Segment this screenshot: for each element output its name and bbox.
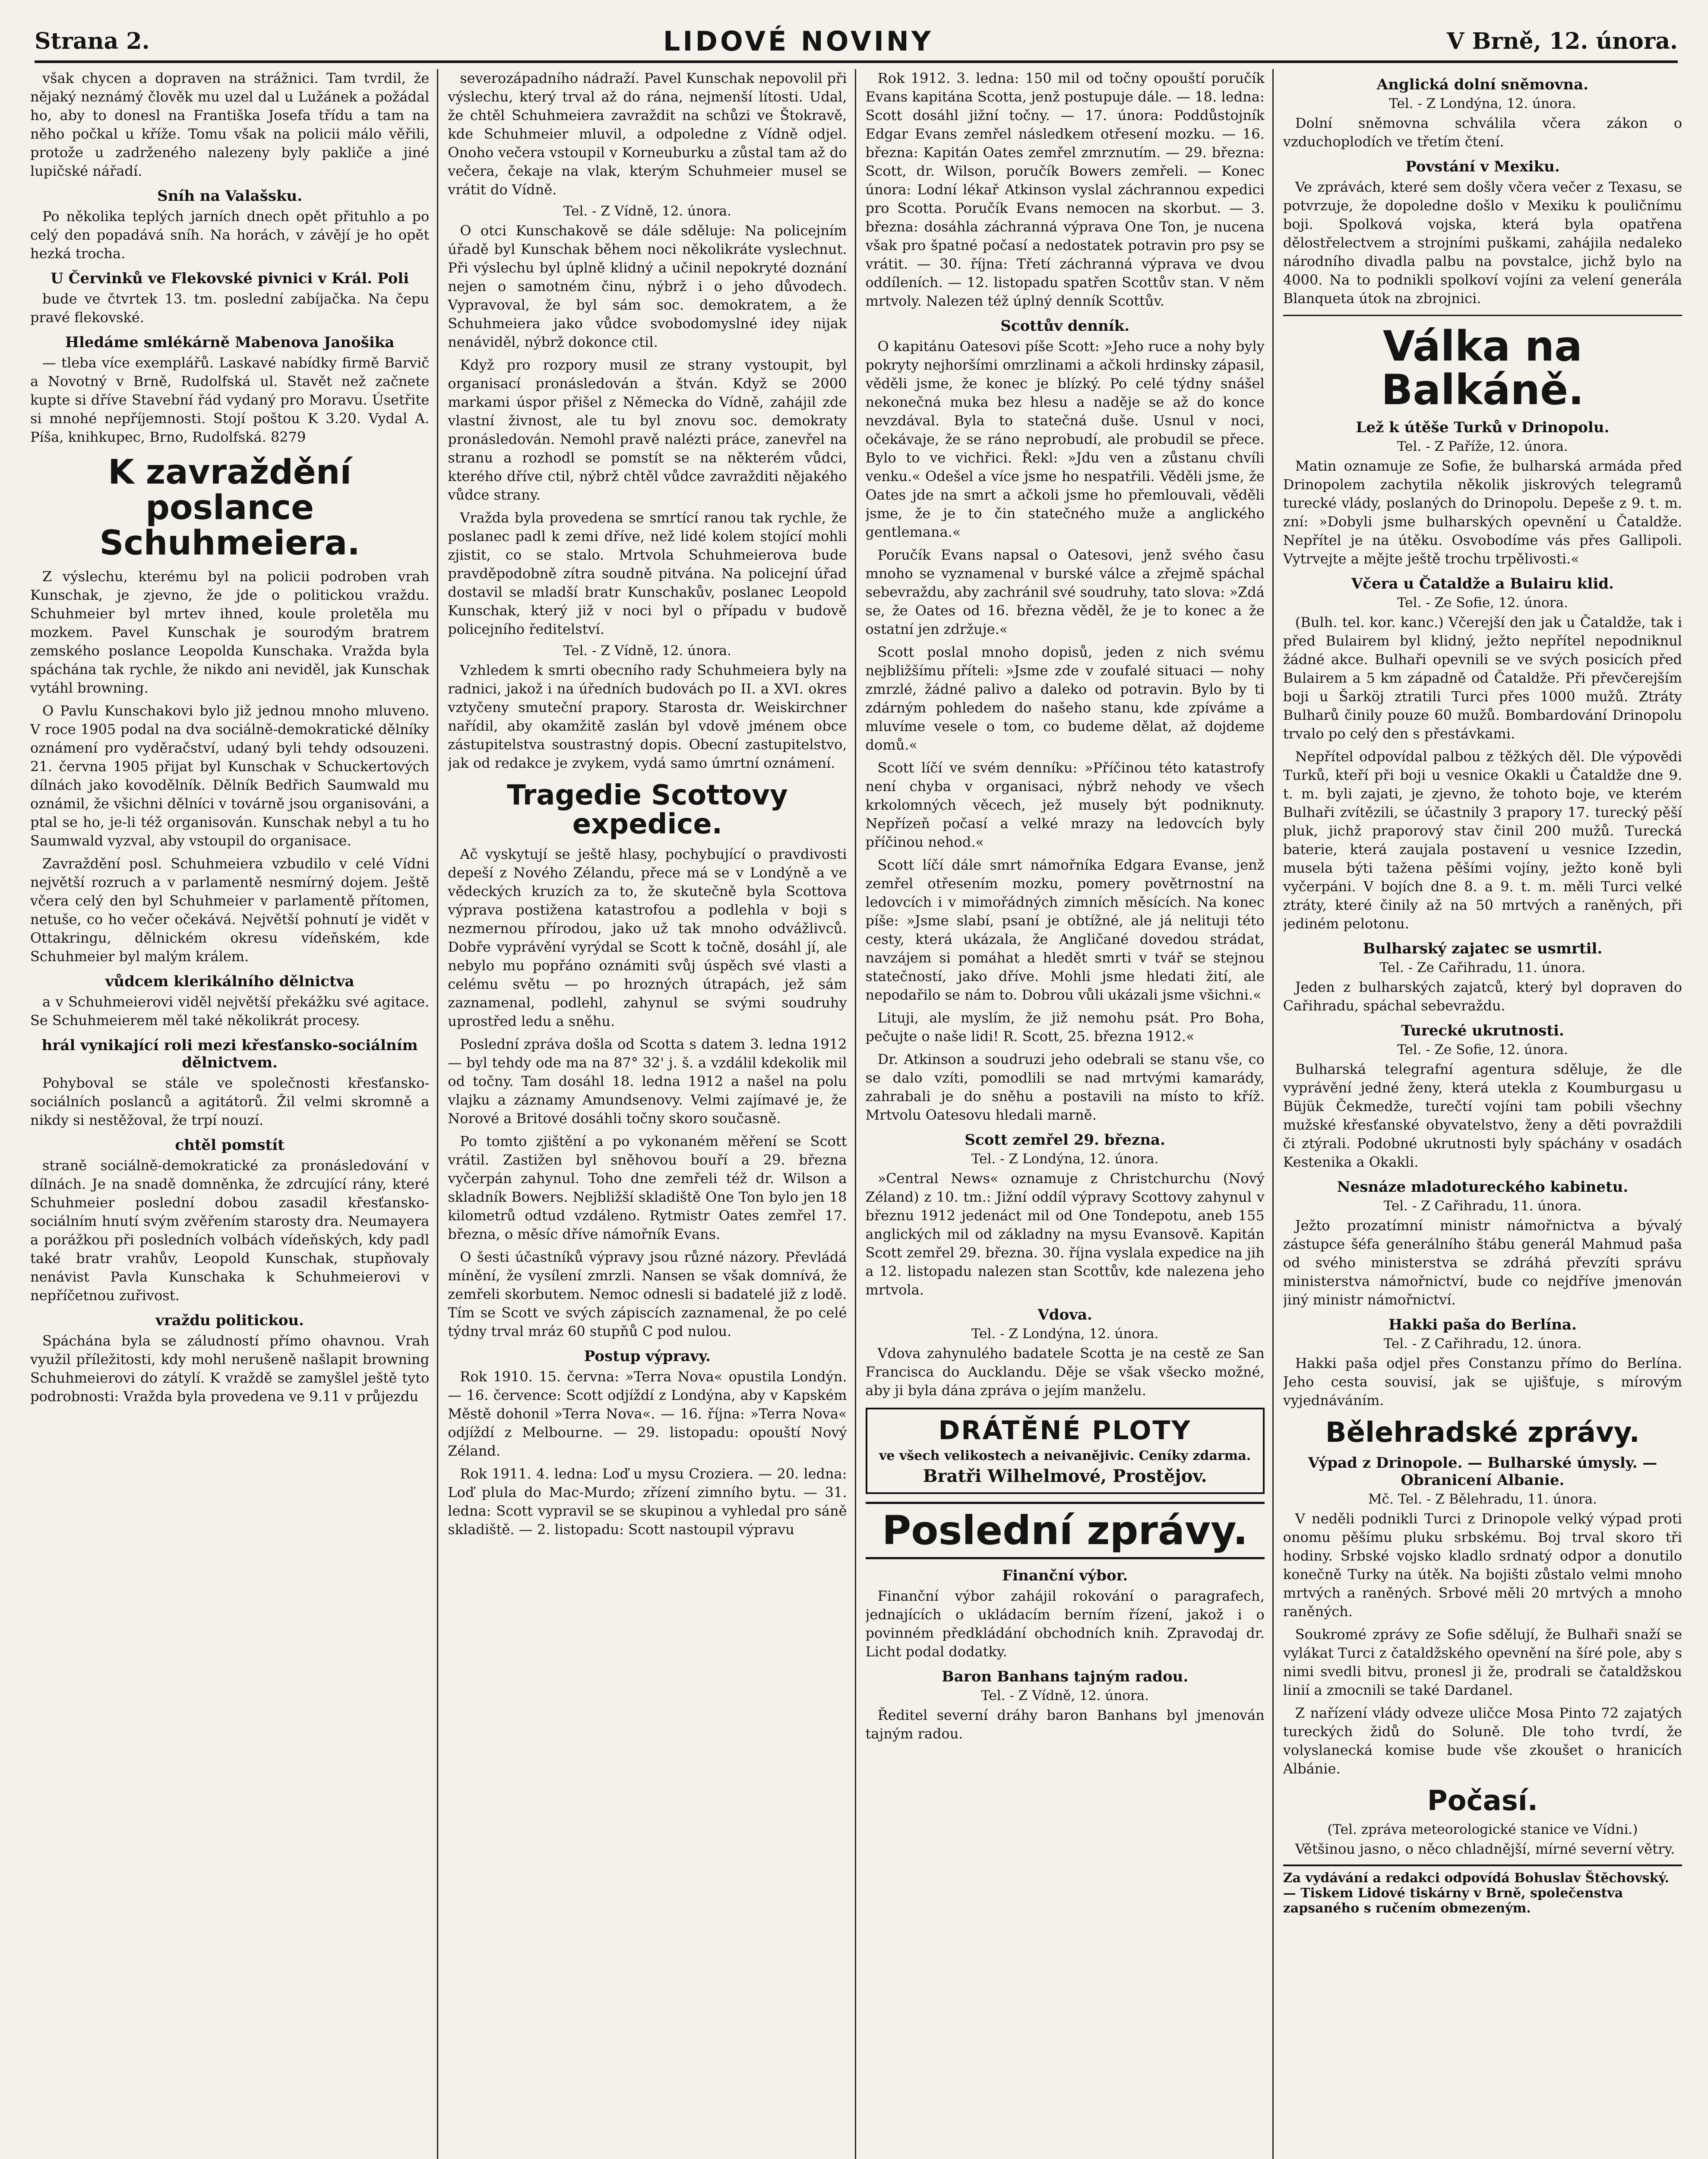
article-paragraph: Bulharská telegrafní agentura sděluje, že dle vyprávění jedné ženy, která utekla z Koumburgasu u Büjük Čekmedže, turečtí vojíni tam pobili všechny mužské křesťanské obyvatelstvo, ženy a děti povraždili či ztýrali. Podobné ukrutnosti byly spáchány v osadách Kestenika a Okakli. bbox=[1283, 1061, 1682, 1170]
headline-balkan-war: Válka na Balkáně. bbox=[1381, 322, 1584, 414]
news-heading: Vdova. bbox=[1037, 1306, 1092, 1323]
article-paragraph: Dr. Atkinson a soudruzi jeho odebrali se stanu vše, co se dalo vzíti, pomodlili se nad mrtvými kamarády, zahrabali je do sněhu a postavili na místo to kříž. Mrtvolu Oatesovu hledali marně. bbox=[865, 1051, 1265, 1123]
article-paragraph: O Pavlu Kunschakovi bylo již jednou mnoho mluveno. V roce 1905 podal na dva sociálně-demokratické dělníky oznámení pro vyděračství, udaný byli tehdy odsouzeni. 21. června 1905 přijat byl Kunschak v Schuckertových dílnách jako kovodělník. Dělník Bedřich Saumwald mu oznámil, že všichni dělníci v továrně jsou organisováni, a ptal se ho, je-li též organisován. Kunschak nebyl a tu ho Saumwald vyzval, aby vstoupil do organisace. bbox=[30, 702, 430, 849]
article-paragraph: Z výslechu, kterému byl na policii podroben vrah Kunschak, je zjevno, že jde o politickou vraždu. Schuhmeier byl mrtev ihned, koule proletěla mu mozkem. Pavel Kunschak je sourodým bratrem zemského poslance Leopolda Kunschaka. Vražda byla spáchána tak rychle, že nikdo ani neviděl, jak Kunschak vytáhl browning. bbox=[30, 568, 430, 696]
news-heading: Lež k útěše Turků v Drinopolu. bbox=[1356, 418, 1610, 436]
headline-belgrade: Bělehradské zprávy. bbox=[1325, 1416, 1640, 1449]
subheading: Postup výpravy. bbox=[584, 1348, 711, 1365]
column-3 bbox=[866, 69, 1274, 2159]
article-paragraph: bude ve čtvrtek 13. tm. poslední zabíjačka. Na čepu pravé flekovské. bbox=[30, 291, 430, 326]
news-heading: Hakki paša do Berlína. bbox=[1388, 1316, 1577, 1333]
article-paragraph: Z nařízení vlády odveze uličce Mosa Pinto 72 zajatých tureckých židů do Soluně. Dle toho tvrdí, že volyslanecká komise bude vše zkoušet o hranicích Albánie. bbox=[1283, 1704, 1682, 1777]
article-paragraph: Vdova zahynulého badatele Scotta je na cestě ze San Francisca do Aucklandu. Děje se však všecko možné, aby ji byla dána zpráva o jejím manželu. bbox=[865, 1345, 1265, 1399]
article-paragraph: Když pro rozpory musil ze strany vystoupit, byl organisací pronásledován a štván. Když se 2000 markami úspor přišel z Německa do Vídně, zahájil zde vlastní živnost, ale tu byl znovu soc. demokraty pronásledován. Nemohl pravě nalézti práce, zanevřel na stranu a rozhodl se pomstít se na některém vůdci, kterého dříve ctil, nýbrž chtěl vůdce zavražditi nějakého vůdce strany. bbox=[448, 357, 847, 503]
article-paragraph: Scott líčí ve svém denníku: »Příčinou této katastrofy není chyba v organisaci, nýbrž nehody ve všech krkolomných věcech, jež musely být podniknuty. Nepřízeň počasí a velké mrazy na ledovcích byly příčinou nehod.« bbox=[865, 760, 1265, 850]
dateline: Tel. - Ze Cařihradu, 11. února. bbox=[1379, 959, 1586, 975]
news-heading: Nesnáze mladotureckého kabinetu. bbox=[1337, 1178, 1629, 1196]
page-header bbox=[35, 22, 1678, 63]
headline-latest-news: Poslední zprávy. bbox=[866, 1502, 1265, 1559]
weather-forecast: Většinou jasno, o něco chladnější, mírné severní větry. bbox=[1295, 1840, 1675, 1857]
article-paragraph: Poručík Evans napsal o Oatesovi, jenž svého času mnoho se vyznamenal v burské válce a zřejmě spáchal sebevraždu, aby zachránil své soudruhy, tato slova: »Zdá se, že Oates od 16. března věděl, že je to konec a že ostatní jen zdržuje.« bbox=[865, 547, 1265, 637]
article-paragraph: Scott poslal mnoho dopisů, jeden z nich svému nejbližšímu příteli: »Jsme zde v zoufalé situaci — nohy zmrzlé, žádné palivo a daleko od potravin. Bylo by ti zdárným pohledem do našeho stanu, kde zpíváme a mluvíme vesele o tom, co budeme dělat, až dojdeme domů.« bbox=[865, 644, 1265, 753]
dateline: Tel. - Z Vídně, 12. února. bbox=[563, 643, 731, 658]
headline-scott: Tragedie Scottovy expedice. bbox=[507, 779, 788, 841]
columns bbox=[30, 69, 1682, 2159]
page-number: Strana 2. bbox=[35, 28, 150, 54]
ad-subtitle: ve všech velikostech a neivanějivic. Ceníky zdarma. bbox=[879, 1448, 1251, 1463]
subheading: vraždu politickou. bbox=[155, 1311, 304, 1329]
dateline: Tel. - Z Cařihradu, 11. února. bbox=[1383, 1198, 1582, 1214]
subheading: hrál vynikající roli mezi křesťansko-sociálním dělnictvem. bbox=[41, 1036, 418, 1071]
article-paragraph: Poslední zpráva došla od Scotta s datem 3. ledna 1912 — byl tehdy ode ma na 87° 32' j. š. a vzdálil kdekolik mil od točny. Tam dosáhl 18. ledna 1912 a našel na polu vlajku a záznamy Amundsenovy. Velmi zajímavé je, že Norové a Britové dosáhli točny skoro současně. bbox=[448, 1036, 847, 1127]
article-paragraph: Nepřítel odpovídal palbou z těžkých děl. Dle výpovědi Turků, kteří při boji u vesnice Okakli u Čataldže dne 9. t. m. byli zajati, je zjevno, že tohoto boje, ve kterém Bulhaři zvítězili, se účastnily 3 prapory 17. turecký pěší pluk, jichž praporový stav činil 200 mužů. Turecká baterie, která zaujala postavení u vesnice Izzedin, musela býti tažena pěšími vojíny, ježto koně byli vyčerpáni. V bojích dne 8. a 9. t. m. měli Turci velké ztráty, které činily až na 50 mrtvých a raněných, při jediném pelotonu. bbox=[1283, 748, 1682, 932]
dateline: Tel. - Z Vídně, 12. února. bbox=[563, 203, 731, 219]
dateline: Tel. - Z Londýna, 12. února. bbox=[1389, 96, 1576, 111]
headline-schuhmeier: K zavraždění poslance Schuhmeiera. bbox=[99, 453, 360, 563]
news-heading: Finanční výbor. bbox=[1002, 1567, 1128, 1584]
article-paragraph: Spáchána byla se záludností přímo ohavnou. Vrah využil příležitosti, kdy mohl nerušeně našlapit browning Schuhmeierovi do zátylí. K vraždě se zamyšlel ještě tyto podrobnosti: Vražda byla provedena ve 9.11 v průjezdu bbox=[30, 1332, 430, 1405]
news-heading: Anglická dolní sněmovna. bbox=[1376, 76, 1588, 93]
dateline: Tel. - Z Londýna, 12. února. bbox=[971, 1326, 1159, 1342]
article-paragraph: Scott líčí dále smrt námořníka Edgara Evanse, jenž zemřel otřesením mozku, pomery povětrnostní na ledovcích i v mimořádných zimních měsících. Na konec píše: »Jsme slabí, psaní je obtížné, ale já nelituji této cesty, která ukázala, že Angličané dovedou strádat, navzájem si pomáhat a hledět smrti v tvář se stejnou statečností, jako dříve. Mohli jsme hledati žití, ale nepodařilo se nám to. Dobrou vůli ukázali jsme všichni.« bbox=[865, 857, 1265, 1003]
article-paragraph: severozápadního nádraží. Pavel Kunschak nepovolil při výslechu, který trval až do rána, nejmenší lítosti. Udal, že chtěl Schuhmeiera zavraždit na schůzi ve Štokravě, kde Schuhmeier mluvil, a odpoledne z Vídně odjel. Onoho večera vstoupil v Korneuburku a zůstal tam až do večera, čekaje na vlak, kterým Schuhmeier musel se vrátit do Vídně. bbox=[448, 70, 847, 198]
divider bbox=[1283, 315, 1682, 316]
article-paragraph: Ač vyskytují se ještě hlasy, pochybující o pravdivosti depeší z Nového Zélandu, přece má se v Londýně a ve vědeckých kruzích za to, že skutečně byla Scottova výprava postižena katastrofou a podlehla v boji s nezmernou přírodou, jako už tak mnoho odvážlivců. Dobře vyprávění vyrýdal se Scott k točně, dosáhl jí, ale nebylo mu popřáno oznámiti svůj úspěch své vlasti a celému světu — po hrozných útrapách, jež sám zaznamenal, podlehl, zahynul se svými soudruhy uprostřed ledu a sněhu. bbox=[448, 846, 847, 1030]
article-paragraph: O šesti účastníků výpravy jsou různé názory. Převládá mínění, že vysílení zmrzli. Nansen se však domnívá, že zemřeli skorbutem. Nemoc odnesli si badatelé již z lodě. Tím se Scott ve svých zápiscích zaznamenal, že po celé týdny trval mráz 60 stupňů C pod nulou. bbox=[448, 1249, 847, 1340]
news-heading: Sníh na Valašsku. bbox=[157, 187, 303, 205]
column-2 bbox=[448, 69, 856, 2159]
news-heading: Výpad z Drinopole. — Bulharské úmysly. — Obranicení Albanie. bbox=[1308, 1454, 1657, 1489]
article-paragraph: straně sociálně-demokratické za pronásledování v dílnách. Je na snadě domněnka, že zdrcující rány, které Schuhmeier poslední dobou zasadil křesťansko-sociálním hnutí svým zvěřením starosty dra. Neumayera a porážkou při posledních volbách vídeňských, kdy padl také bratr vrahův, Leopold Kunschak, stupňovaly nenávist Pavla Kunschaka k Schuhmeierovi v nepříčetnou zuřivost. bbox=[30, 1157, 430, 1304]
article-paragraph: Po tomto zjištění a po vykonaném měření se Scott vrátil. Zastižen byl sněhovou bouří a 29. března vyčerpán zahynul. Toho dne zemřeli též dr. Wilson a skladník Bowers. Nejbližší skladiště One Ton bylo jen 18 kilometrů odtud vzdáleno. Rytmistr Oates zemřel 17. března, o měsíc dříve námořník Evans. bbox=[448, 1133, 847, 1243]
imprint: Za vydávání a redakci odpovídá Bohuslav Štěchovský. — Tiskem Lidové tiskárny v Brně, společenstva zapsaného s ručením obmezeným. bbox=[1283, 1865, 1682, 1916]
subheading: vůdcem klerikálního dělnictva bbox=[105, 972, 354, 990]
dateline: Mč. Tel. - Z Bělehradu, 11. února. bbox=[1368, 1491, 1597, 1507]
news-heading: Baron Banhans tajným radou. bbox=[942, 1668, 1189, 1685]
dateline: Tel. - Z Londýna, 12. února. bbox=[971, 1151, 1159, 1167]
article-paragraph: Po několika teplých jarních dnech opět přituhlo a po celý den popadává sníh. Na horách, v závějí je ho opět hezká trocha. bbox=[30, 208, 430, 262]
article-paragraph: V neděli podnikli Turci z Drinopole velký výpad proti onomu pěšímu pluku srbskému. Boj trval skoro tři hodiny. Srbské vojsko kladlo srdnatý odpor a donutilo konečně Turky na útěk. Na bojišti zůstalo velmi mnoho mrtvých a raněných. Srbové měli 20 mrtvých a mnoho raněných. bbox=[1283, 1510, 1682, 1620]
news-heading: Povstání v Mexiku. bbox=[1405, 158, 1560, 175]
article-paragraph: však chycen a dopraven na strážnici. Tam tvrdil, že nějaký neznámý člověk mu uzel dal u Lužánek a požádal ho, aby to donesl na Františka Josefa třídu a tam na něho počkal u kříže. Tomu však na policii málo věřili, protože u zadrženého nalezeny byly pakliče a jiné lupičské nářadí. bbox=[30, 70, 430, 179]
ad-firm: Bratři Wilhelmové, Prostějov. bbox=[923, 1466, 1207, 1486]
article-paragraph: Hakki paša odjel přes Constanzu přímo do Berlína. Jeho cesta souvisí, jak se ujišťuje, s mírovým vyjednáváním. bbox=[1283, 1355, 1682, 1409]
dateline: Tel. - Ze Sofie, 12. února. bbox=[1397, 1042, 1568, 1057]
article-paragraph: Rok 1912. 3. ledna: 150 mil od točny opouští poručík Evans kapitána Scotta, jenž postupuje dále. — 18. ledna: Scott dosáhl jižní točny. — 17. února: Poddůstojník Edgar Evans zemřel následkem otřesení mozku. — 16. března: Kapitán Oates zemřel zmrznutím. — 29. března: Scott, dr. Wilson, poručík Bowers zemřeli. — Konec února: Lodní lékař Atkinson vyslal záchrannou expedici pro Scotta. Poručík Evans nemocen na skorbut. — 3. března: dosáhla záchranná výprava One Ton, je nucena však pro špatné počasí a nedostatek potravin pro psy se vrátit. — 30. října: Třetí záchranná výprava ve dvou oddíleních. — 12. listopadu spatřen Scottův stan. V něm mrtvoly. Nalezen též úplný denník Scottův. bbox=[865, 70, 1265, 309]
article-paragraph: Lituji, ale myslím, že již nemohu psát. Pro Boha, pečujte o naše lidi! R. Scott, 25. března 1912.« bbox=[865, 1010, 1265, 1045]
article-paragraph: »Central News« oznamuje z Christchurchu (Nový Zéland) z 10. tm.: Jižní oddíl výpravy Scottovy zahynul v březnu 1912 jedenáct mil od One Tondepotu, aneb 155 anglických mil od základny na mysu Evansově. Kapitán Scott zemřel 29. března. 30. října vyslala expedice na jih a 12. listopadu nalezen stan Scottův, kde nalezena jeho mrtvola. bbox=[865, 1170, 1265, 1298]
news-heading: Včera u Čataldže a Bulairu klid. bbox=[1351, 575, 1614, 592]
news-heading: U Červinků ve Flekovské pivnici v Král. Poli bbox=[51, 270, 409, 287]
article-paragraph: Pohyboval se stále ve společnosti křesťansko-sociálních poslanců a agitátorů. Žil velmi skromně a nikdy si nestěžoval, že trpí nouzí. bbox=[30, 1074, 430, 1128]
article-paragraph: Ředitel severní dráhy baron Banhans byl jmenován tajným radou. bbox=[865, 1707, 1265, 1742]
article-paragraph: Ve zprávách, které sem došly včera večer z Texasu, se potvrzuje, že dopoledne došlo v Mexiku k pouličnímu boji. Spolková vojska, která byla opatřena dělostřelectvem a strojními puškami, zahájila nedaleko národního divadla palbu na povstalce, jichž bylo na 4000. Na to podnikli spolkoví vojíni za velení generála Blanqueta útok na zbrojnici. bbox=[1283, 179, 1682, 307]
subheading: chtěl pomstít bbox=[175, 1136, 285, 1154]
ad-title: DRÁTĚNÉ PLOTY bbox=[938, 1415, 1192, 1446]
dateline: Tel. - Z Paříže, 12. února. bbox=[1397, 438, 1568, 454]
advertisement-fences bbox=[866, 1408, 1265, 1494]
weather-source: (Tel. zpráva meteorologické stanice ve Vídni.) bbox=[1327, 1821, 1638, 1837]
article-paragraph: a v Schuhmeierovi viděl největší překážku své agitace. Se Schuhmeierem měl také několikrát procesy. bbox=[30, 993, 430, 1029]
article-paragraph: Dolní sněmovna schválila včera zákon o vzduchoplodích ve třetím čtení. bbox=[1283, 115, 1682, 150]
dateline: Tel. - Z Vídně, 12. února. bbox=[981, 1688, 1149, 1703]
article-paragraph: Vzhledem k smrti obecního rady Schuhmeiera byly na radnici, jakož i na úředních budovách po II. a XVI. okres vztyčeny smuteční prapory. Starosta dr. Weiskirchner nařídil, aby okamžitě zaslán byl vdově jménem obce zástupitelstva soustrastný dopis. Obecní zastupitelstvo, jak od redakce je zvykem, vydá samo úmrtní oznámení. bbox=[448, 662, 847, 771]
article-paragraph: Jeden z bulharských zajatců, který byl dopraven do Cařihradu, spáchal sebevraždu. bbox=[1283, 978, 1682, 1014]
masthead: LIDOVÉ NOVINY bbox=[663, 25, 933, 57]
article-paragraph: Finanční výbor zahájil rokování o paragrafech, jednajících o ukládacím berním řízení, jakož i o povinném předkládání obchodních knih. Zpravodaj dr. Licht podal dodatky. bbox=[865, 1588, 1265, 1660]
article-paragraph: Zavraždění posl. Schuhmeiera vzbudilo v celé Vídni největší rozruch a v parlamentě nesmírný dojem. Ještě včera celý den byl Schuhmeier v parlamentě přítomen, netuše, co ho večer očekává. Největší pohnutí je vidět v Ottakringu, dělnickém okresu vídeňském, kde Schuhmeier byl malým králem. bbox=[30, 855, 430, 965]
headline-weather: Počasí. bbox=[1427, 1785, 1538, 1817]
column-4 bbox=[1283, 69, 1682, 2159]
news-heading: Hledáme smlékárně Mabenova Janošika bbox=[65, 334, 395, 351]
subheading: Scottův denník. bbox=[1000, 317, 1130, 335]
article-paragraph: Soukromé zprávy ze Sofie sdělují, že Bulhaři snaží se vylákat Turci z čataldžského opevnění na šíré pole, aby s nimi svedli bitvu, pronesl ji že, prodrali se čataldžskou linií a zmocnili se také Dardanel. bbox=[1283, 1626, 1682, 1698]
article-paragraph: Matin oznamuje ze Sofie, že bulharská armáda před Drinopolem zachytila několik jiskrových telegramů turecké vlády, poslaných do Drinopolu. Depeše z 9. t. m. zní: »Dobyli jsme bulharských opevnění u Čataldže. Nepřítel je na útěku. Osvobodíme vás přes Gallipoli. Vytrvejte a mějte ještě trochu trpělivosti.« bbox=[1283, 457, 1682, 567]
column-1 bbox=[30, 69, 438, 2159]
news-heading: Bulharský zajatec se usmrtil. bbox=[1363, 940, 1603, 957]
news-heading: Scott zemřel 29. března. bbox=[965, 1131, 1165, 1149]
article-paragraph: Ježto prozatímní ministr námořnictva a bývalý zástupce šéfa generálního štábu generál Mahmud paša od svého ministerstva se zdráhá převzíti správu ministerstva námořnictví, bude co nejdříve jmenován jiný ministr námořnictví. bbox=[1283, 1217, 1682, 1308]
dateline: Tel. - Z Cařihradu, 12. února. bbox=[1383, 1336, 1582, 1352]
article-paragraph: O otci Kunschakově se dále sděluje: Na policejním úřadě byl Kunschak během noci několikráte vyslechnut. Při výslechu byl úplně klidný a učinil nepokryté doznání nejen o samotném činu, nýbrž i o jeho důvodech. Vypravoval, že byl sám soc. demokratem, a že Schuhmeiera jako vůdce svobodomyslné idey nijak nenáviděl, nýbrž dokonce ctil. bbox=[448, 222, 847, 350]
article-paragraph: (Bulh. tel. kor. kanc.) Včerejší den jak u Čataldže, tak i před Bulairem byl klidný, ježto nepřítel nepodniknul žádné akce. Bulhaři opevnili se ve svých posicích před Bulairem a 5 km západně od Čataldže. Při převčerejším boji u Šarköj ztratili Turci přes 1000 mužů. Ztráty Bulharů činily pouze 60 mužů. Bombardování Drinopolu trvalo po celý den s přestávkami. bbox=[1283, 614, 1682, 742]
article-paragraph: Rok 1910. 15. června: »Terra Nova« opustila Londýn. — 16. července: Scott odjíždí z Londýna, aby v Kapském Městě dohonil »Terra Nova«. — 16. října: »Terra Nova« odjíždí z Melbourne. — 29. listopadu: opouští Nový Zéland. bbox=[448, 1368, 847, 1459]
news-heading: Turecké ukrutnosti. bbox=[1401, 1022, 1564, 1039]
article-paragraph: Rok 1911. 4. ledna: Loď u mysu Croziera. — 20. ledna: Loď plula do Mac-Murdo; zřízení zimního bytu. — 31. ledna: Scott vypravil se se skupinou a vyhledal pro sáně skladiště. — 2. listopadu: Scott nastoupil výpravu bbox=[448, 1466, 847, 1538]
article-paragraph: — tleba více exemplářů. Laskavé nabídky firmě Barvič a Novotný v Brně, Rudolfská ul. Stavět než začnete kupte si dříve Stavební řád vydaný pro Moravu. Úsetřite si mnohé nepříjemnosti. Stojí poštou K 3.20. Vydal A. Píša, knihkupec, Brno, Rudolfská. 8279 bbox=[30, 355, 430, 445]
article-paragraph: Vražda byla provedena se smrtící ranou tak rychle, že poslanec padl k zemi dříve, než lidé kolem stojící mohli zjistit, co se stalo. Mrtvola Schuhmeierova bude pravděpodobně zítra soudně pitvána. Na policejní úřad dostavil se mladší bratr Kunschakův, poslanec Leopold Kunschak, který již v noci byl o případu v budově policejního ředitelství. bbox=[448, 510, 847, 637]
issue-date: V Brně, 12. února. bbox=[1447, 28, 1678, 54]
dateline: Tel. - Ze Sofie, 12. února. bbox=[1397, 595, 1568, 611]
article-paragraph: O kapitánu Oatesovi píše Scott: »Jeho ruce a nohy byly pokryty nejhoršími omrzlinami a ačkoli hrdinsky zápasil, věděli jsme, že konec je blízký. Po celé týdny snášel nekonečná muka bez hlesu a naděje se až do konce nevzdával. Byla to statečná duše. Usnul v noci, očekávaje, že se ráno neprobudí, ale probudil se přece. Bylo to ve vichřici. Řekl: »Jdu ven a zůstanu chvíli venku.« Odešel a více jsme ho nespatřili. Věděli jsme, že Oates jde na smrt a ačkoli jsme ho přemlouvali, věděli jsme, že je to čin statečného muže a anglického gentlemana.« bbox=[865, 338, 1265, 540]
